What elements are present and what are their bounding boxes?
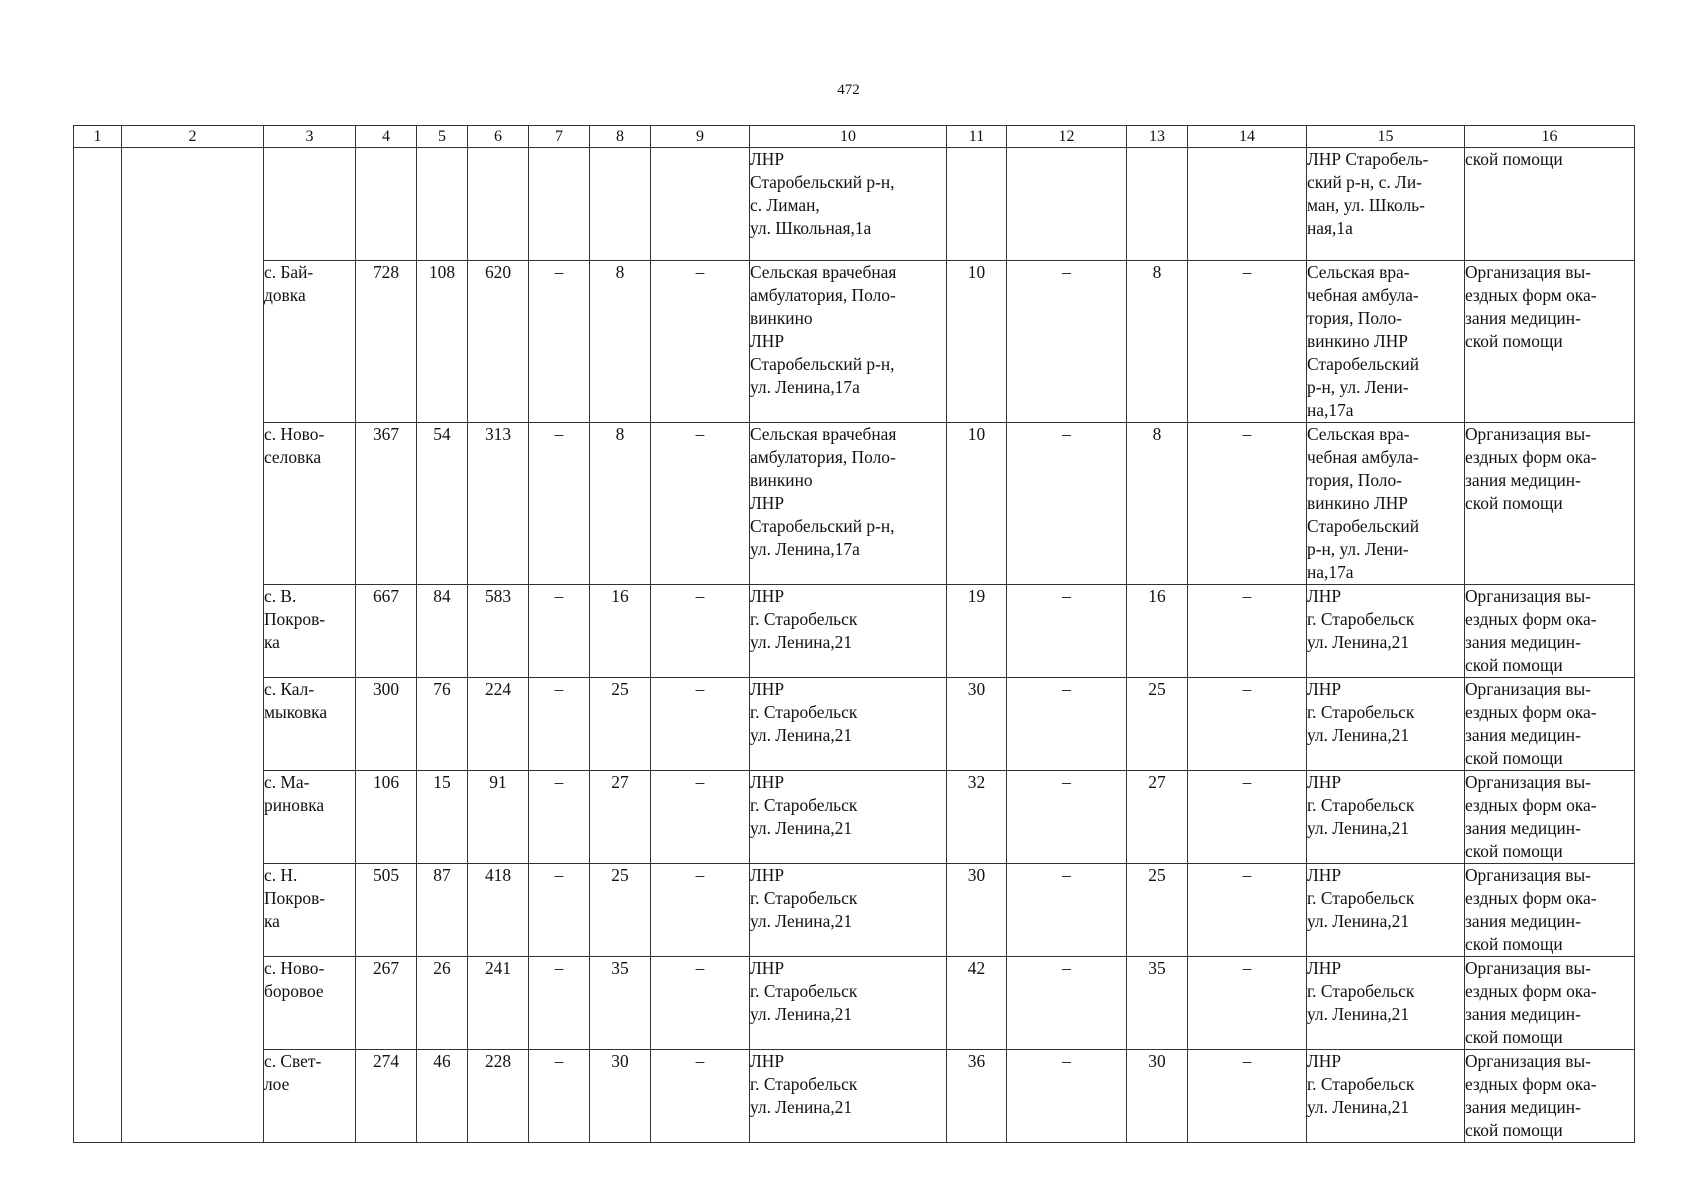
value-cell-col7: –	[529, 1050, 590, 1143]
value-cell-col11: 30	[947, 678, 1007, 771]
value-cell-col4	[356, 148, 417, 261]
cell-line: боровое	[264, 981, 324, 1001]
cell-line: Организация вы-	[1465, 772, 1591, 792]
value-cell-col14: –	[1188, 771, 1307, 864]
value-cell-col9: –	[651, 957, 750, 1050]
cell-line: ул. Ленина,21	[750, 1004, 853, 1024]
value-cell-col13: 27	[1127, 771, 1188, 864]
page-number: 472	[837, 82, 860, 98]
cell-line: зания медицин-	[1465, 1097, 1581, 1117]
cell-line: с. В.	[264, 586, 297, 606]
cell-line: Организация вы-	[1465, 865, 1591, 885]
column-header: 16	[1465, 126, 1635, 148]
cell-line: ул. Ленина,21	[750, 818, 853, 838]
address-cell-col15	[1307, 771, 1465, 864]
value-cell-col7	[529, 148, 590, 261]
settlement-cell	[264, 148, 356, 261]
settlement-cell	[264, 423, 356, 585]
value-cell-col12: –	[1007, 864, 1127, 957]
value-cell-col9: –	[651, 585, 750, 678]
value-cell-col5: 15	[417, 771, 468, 864]
column-header: 9	[651, 126, 750, 148]
cell-line: ул. Ленина,21	[1307, 725, 1410, 745]
merged-column-2-cell	[122, 148, 264, 1143]
value-cell-col4: 367	[356, 423, 417, 585]
note-cell-col16	[1465, 957, 1635, 1050]
value-cell-col4: 274	[356, 1050, 417, 1143]
cell-line: ман, ул. Школь-	[1307, 195, 1425, 215]
value-cell-col4: 267	[356, 957, 417, 1050]
table-row	[74, 261, 1635, 423]
value-cell-col4: 505	[356, 864, 417, 957]
value-cell-col13: 8	[1127, 261, 1188, 423]
cell-line: Сельская врачебная	[750, 262, 897, 282]
settlement-cell	[264, 957, 356, 1050]
value-cell-col14: –	[1188, 1050, 1307, 1143]
value-cell-col14: –	[1188, 678, 1307, 771]
column-header: 10	[750, 126, 947, 148]
table-row	[74, 423, 1635, 585]
address-cell-col15	[1307, 261, 1465, 423]
cell-line: г. Старобельск	[750, 609, 858, 629]
cell-line: ЛНР	[1307, 865, 1342, 885]
value-cell-col13: 25	[1127, 864, 1188, 957]
cell-line: ная,1а	[1307, 218, 1353, 238]
cell-line: амбулатория, Поло-	[750, 285, 896, 305]
cell-line: винкино ЛНР	[1307, 331, 1408, 351]
note-cell-col16	[1465, 678, 1635, 771]
cell-line: тория, Поло-	[1307, 308, 1402, 328]
cell-line: зания медицин-	[1465, 818, 1581, 838]
value-cell-col11: 36	[947, 1050, 1007, 1143]
address-cell-col10	[750, 585, 947, 678]
cell-line: чебная амбула-	[1307, 285, 1419, 305]
cell-line: ской помощи	[1465, 934, 1563, 954]
value-cell-col11	[947, 148, 1007, 261]
column-header: 13	[1127, 126, 1188, 148]
cell-line: ездных форм ока-	[1465, 447, 1597, 467]
cell-line: ской помощи	[1465, 748, 1563, 768]
settlement-cell	[264, 771, 356, 864]
value-cell-col14: –	[1188, 261, 1307, 423]
data-table	[73, 125, 1635, 1143]
value-cell-col13	[1127, 148, 1188, 261]
value-cell-col12	[1007, 148, 1127, 261]
address-cell-col15	[1307, 957, 1465, 1050]
column-header: 3	[264, 126, 356, 148]
value-cell-col8: 30	[590, 1050, 651, 1143]
value-cell-col13: 35	[1127, 957, 1188, 1050]
cell-line: Организация вы-	[1465, 424, 1591, 444]
value-cell-col7: –	[529, 423, 590, 585]
table-row	[74, 1050, 1635, 1143]
table-row	[74, 771, 1635, 864]
cell-line: Организация вы-	[1465, 262, 1591, 282]
cell-line: ской помощи	[1465, 493, 1563, 513]
cell-line: зания медицин-	[1465, 1004, 1581, 1024]
column-header: 4	[356, 126, 417, 148]
value-cell-col9: –	[651, 1050, 750, 1143]
cell-line: ездных форм ока-	[1465, 795, 1597, 815]
cell-line: Старобельский р-н,	[750, 172, 895, 192]
address-cell-col10	[750, 261, 947, 423]
cell-line: г. Старобельск	[1307, 795, 1415, 815]
address-cell-col10	[750, 1050, 947, 1143]
cell-line: Старобельский р-н,	[750, 354, 895, 374]
value-cell-col6: 91	[468, 771, 529, 864]
cell-line: ул. Ленина,21	[750, 1097, 853, 1117]
value-cell-col12: –	[1007, 957, 1127, 1050]
value-cell-col14: –	[1188, 864, 1307, 957]
value-cell-col12: –	[1007, 423, 1127, 585]
cell-line: ездных форм ока-	[1465, 285, 1597, 305]
cell-line: Старобельский	[1307, 516, 1420, 536]
value-cell-col6: 583	[468, 585, 529, 678]
value-cell-col5	[417, 148, 468, 261]
value-cell-col4: 667	[356, 585, 417, 678]
cell-line: ул. Ленина,21	[1307, 818, 1410, 838]
cell-line: ездных форм ока-	[1465, 702, 1597, 722]
cell-line: винкино ЛНР	[1307, 493, 1408, 513]
value-cell-col9: –	[651, 261, 750, 423]
value-cell-col5: 84	[417, 585, 468, 678]
cell-line: ул. Ленина,21	[750, 632, 853, 652]
cell-line: ЛНР	[750, 958, 785, 978]
cell-line: г. Старобельск	[1307, 888, 1415, 908]
cell-line: Сельская вра-	[1307, 424, 1410, 444]
value-cell-col11: 32	[947, 771, 1007, 864]
value-cell-col11: 10	[947, 261, 1007, 423]
note-cell-col16	[1465, 771, 1635, 864]
cell-line: зания медицин-	[1465, 308, 1581, 328]
column-header: 5	[417, 126, 468, 148]
cell-line: ул. Ленина,17а	[750, 377, 860, 397]
value-cell-col5: 108	[417, 261, 468, 423]
cell-line: ской помощи	[1465, 149, 1563, 169]
cell-line: г. Старобельск	[750, 702, 858, 722]
address-cell-col15	[1307, 423, 1465, 585]
cell-line: г. Старобельск	[750, 981, 858, 1001]
note-cell-col16	[1465, 423, 1635, 585]
cell-line: зания медицин-	[1465, 470, 1581, 490]
cell-line: ЛНР	[750, 493, 785, 513]
cell-line: г. Старобельск	[750, 888, 858, 908]
value-cell-col9	[651, 148, 750, 261]
cell-line: ул. Ленина,21	[1307, 1097, 1410, 1117]
value-cell-col6: 228	[468, 1050, 529, 1143]
value-cell-col8	[590, 148, 651, 261]
cell-line: зания медицин-	[1465, 911, 1581, 931]
cell-line: ЛНР	[750, 865, 785, 885]
cell-line: г. Старобельск	[1307, 981, 1415, 1001]
cell-line: г. Старобельск	[750, 1074, 858, 1094]
cell-line: с. Свет-	[264, 1051, 322, 1071]
value-cell-col12: –	[1007, 585, 1127, 678]
column-header: 14	[1188, 126, 1307, 148]
cell-line: ЛНР	[750, 586, 785, 606]
cell-line: ездных форм ока-	[1465, 888, 1597, 908]
column-header: 11	[947, 126, 1007, 148]
note-cell-col16	[1465, 1050, 1635, 1143]
cell-line: г. Старобельск	[1307, 702, 1415, 722]
value-cell-col8: 16	[590, 585, 651, 678]
cell-line: ул. Ленина,21	[750, 725, 853, 745]
cell-line: ЛНР	[750, 1051, 785, 1071]
settlement-cell	[264, 585, 356, 678]
value-cell-col11: 19	[947, 585, 1007, 678]
cell-line: ской помощи	[1465, 655, 1563, 675]
value-cell-col8: 25	[590, 864, 651, 957]
cell-line: с. Ново-	[264, 424, 325, 444]
merged-column-1-cell	[74, 148, 122, 1143]
cell-line: ЛНР	[750, 149, 785, 169]
cell-line: ЛНР	[1307, 772, 1342, 792]
value-cell-col6: 313	[468, 423, 529, 585]
cell-line: амбулатория, Поло-	[750, 447, 896, 467]
cell-line: ул. Ленина,21	[1307, 911, 1410, 931]
value-cell-col8: 8	[590, 261, 651, 423]
note-cell-col16	[1465, 148, 1635, 261]
cell-line: Старобельский р-н,	[750, 516, 895, 536]
table-row	[74, 585, 1635, 678]
cell-line: Организация вы-	[1465, 679, 1591, 699]
cell-line: ЛНР	[750, 331, 785, 351]
value-cell-col13: 8	[1127, 423, 1188, 585]
table-row	[74, 864, 1635, 957]
value-cell-col12: –	[1007, 678, 1127, 771]
cell-line: Организация вы-	[1465, 958, 1591, 978]
value-cell-col7: –	[529, 678, 590, 771]
cell-line: зания медицин-	[1465, 632, 1581, 652]
column-header: 1	[74, 126, 122, 148]
value-cell-col6: 241	[468, 957, 529, 1050]
cell-line: Покров-	[264, 888, 326, 908]
cell-line: довка	[264, 285, 306, 305]
cell-line: с. Н.	[264, 865, 298, 885]
value-cell-col9: –	[651, 771, 750, 864]
value-cell-col4: 300	[356, 678, 417, 771]
cell-line: с. Лиман,	[750, 195, 820, 215]
cell-line: г. Старобельск	[1307, 1074, 1415, 1094]
table-row	[74, 678, 1635, 771]
note-cell-col16	[1465, 585, 1635, 678]
cell-line: Сельская вра-	[1307, 262, 1410, 282]
address-cell-col15	[1307, 678, 1465, 771]
cell-line: ездных форм ока-	[1465, 1074, 1597, 1094]
settlement-cell	[264, 261, 356, 423]
cell-line: Покров-	[264, 609, 326, 629]
cell-line: на,17а	[1307, 562, 1354, 582]
address-cell-col10	[750, 423, 947, 585]
value-cell-col6: 620	[468, 261, 529, 423]
address-cell-col10	[750, 957, 947, 1050]
value-cell-col6: 224	[468, 678, 529, 771]
column-header: 8	[590, 126, 651, 148]
column-header: 6	[468, 126, 529, 148]
cell-line: на,17а	[1307, 400, 1354, 420]
cell-line: ул. Ленина,17а	[750, 539, 860, 559]
value-cell-col6	[468, 148, 529, 261]
value-cell-col12: –	[1007, 1050, 1127, 1143]
value-cell-col11: 30	[947, 864, 1007, 957]
value-cell-col5: 76	[417, 678, 468, 771]
value-cell-col7: –	[529, 957, 590, 1050]
cell-line: г. Старобельск	[1307, 609, 1415, 629]
cell-line: с. Бай-	[264, 262, 314, 282]
cell-line: ЛНР	[1307, 958, 1342, 978]
cell-line: ЛНР Старобель-	[1307, 149, 1429, 169]
value-cell-col13: 16	[1127, 585, 1188, 678]
cell-line: с. Ново-	[264, 958, 325, 978]
value-cell-col14: –	[1188, 423, 1307, 585]
value-cell-col8: 25	[590, 678, 651, 771]
cell-line: с. Ма-	[264, 772, 310, 792]
settlement-cell	[264, 864, 356, 957]
cell-line: ул. Ленина,21	[1307, 632, 1410, 652]
address-cell-col10	[750, 771, 947, 864]
address-cell-col15	[1307, 585, 1465, 678]
cell-line: селовка	[264, 447, 322, 467]
value-cell-col7: –	[529, 771, 590, 864]
cell-line: г. Старобельск	[750, 795, 858, 815]
cell-line: зания медицин-	[1465, 725, 1581, 745]
value-cell-col5: 87	[417, 864, 468, 957]
value-cell-col7: –	[529, 585, 590, 678]
cell-line: мыковка	[264, 702, 328, 722]
cell-line: винкино	[750, 308, 813, 328]
address-cell-col15	[1307, 1050, 1465, 1143]
cell-line: ЛНР	[750, 679, 785, 699]
value-cell-col8: 35	[590, 957, 651, 1050]
note-cell-col16	[1465, 261, 1635, 423]
cell-line: ездных форм ока-	[1465, 609, 1597, 629]
value-cell-col14: –	[1188, 957, 1307, 1050]
column-header: 2	[122, 126, 264, 148]
value-cell-col5: 26	[417, 957, 468, 1050]
value-cell-col5: 46	[417, 1050, 468, 1143]
value-cell-col13: 30	[1127, 1050, 1188, 1143]
cell-line: р-н, ул. Лени-	[1307, 539, 1409, 559]
cell-line: ЛНР	[750, 772, 785, 792]
address-cell-col10	[750, 678, 947, 771]
value-cell-col14: –	[1188, 585, 1307, 678]
value-cell-col11: 10	[947, 423, 1007, 585]
column-header: 12	[1007, 126, 1127, 148]
value-cell-col4: 728	[356, 261, 417, 423]
value-cell-col12: –	[1007, 771, 1127, 864]
cell-line: риновка	[264, 795, 325, 815]
value-cell-col4: 106	[356, 771, 417, 864]
address-cell-col10	[750, 148, 947, 261]
cell-line: ул. Ленина,21	[750, 911, 853, 931]
value-cell-col14	[1188, 148, 1307, 261]
cell-line: с. Кал-	[264, 679, 315, 699]
cell-line: тория, Поло-	[1307, 470, 1402, 490]
value-cell-col13: 25	[1127, 678, 1188, 771]
table-row	[74, 148, 1635, 261]
value-cell-col8: 27	[590, 771, 651, 864]
cell-line: ской помощи	[1465, 841, 1563, 861]
value-cell-col9: –	[651, 864, 750, 957]
cell-line: Сельская врачебная	[750, 424, 897, 444]
value-cell-col12: –	[1007, 261, 1127, 423]
table-row	[74, 957, 1635, 1050]
cell-line: ка	[264, 911, 280, 931]
note-cell-col16	[1465, 864, 1635, 957]
address-cell-col10	[750, 864, 947, 957]
cell-line: ка	[264, 632, 280, 652]
cell-line: винкино	[750, 470, 813, 490]
cell-line: ский р-н, с. Ли-	[1307, 172, 1422, 192]
cell-line: ЛНР	[1307, 679, 1342, 699]
settlement-cell	[264, 1050, 356, 1143]
cell-line: Организация вы-	[1465, 1051, 1591, 1071]
cell-line: чебная амбула-	[1307, 447, 1419, 467]
cell-line: Организация вы-	[1465, 586, 1591, 606]
column-header: 7	[529, 126, 590, 148]
cell-line: ской помощи	[1465, 1027, 1563, 1047]
address-cell-col15	[1307, 864, 1465, 957]
value-cell-col8: 8	[590, 423, 651, 585]
value-cell-col7: –	[529, 864, 590, 957]
cell-line: р-н, ул. Лени-	[1307, 377, 1409, 397]
value-cell-col7: –	[529, 261, 590, 423]
value-cell-col9: –	[651, 423, 750, 585]
address-cell-col15	[1307, 148, 1465, 261]
settlement-cell	[264, 678, 356, 771]
cell-line: лое	[264, 1074, 290, 1094]
cell-line: ул. Ленина,21	[1307, 1004, 1410, 1024]
column-number-row	[74, 126, 1635, 148]
value-cell-col9: –	[651, 678, 750, 771]
cell-line: ской помощи	[1465, 331, 1563, 351]
cell-line: ЛНР	[1307, 1051, 1342, 1071]
cell-line: Старобельский	[1307, 354, 1420, 374]
cell-line: ездных форм ока-	[1465, 981, 1597, 1001]
cell-line: ул. Школьная,1а	[750, 218, 872, 238]
cell-line: ской помощи	[1465, 1120, 1563, 1140]
value-cell-col5: 54	[417, 423, 468, 585]
value-cell-col6: 418	[468, 864, 529, 957]
value-cell-col11: 42	[947, 957, 1007, 1050]
cell-line: ЛНР	[1307, 586, 1342, 606]
column-header: 15	[1307, 126, 1465, 148]
